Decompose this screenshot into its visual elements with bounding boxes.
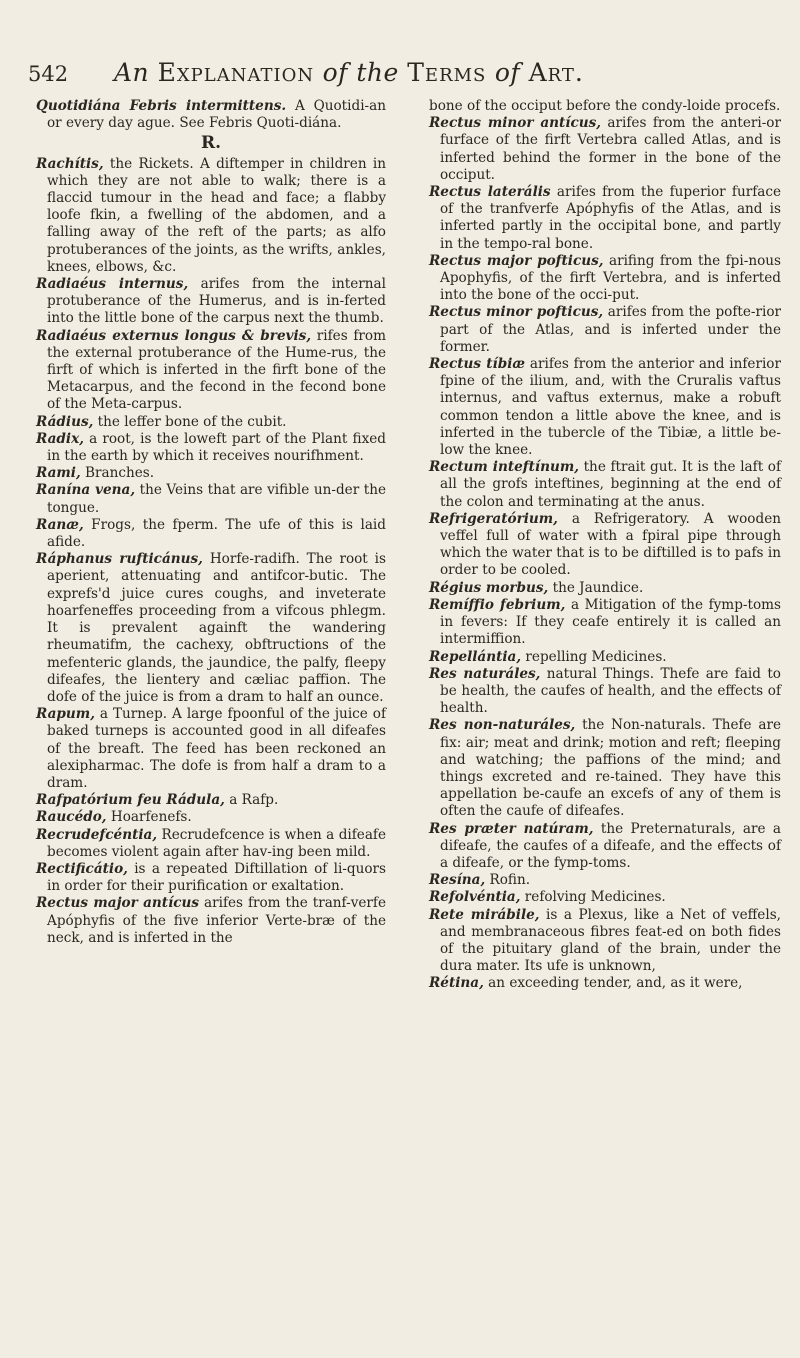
glossary-entry: Rectificátio, is a repeated Diftillation of li-quors in order for their purification or exaltation. [36, 860, 386, 895]
glossary-entry: Raucédo, Hoarfenefs. [36, 809, 192, 826]
glossary-entry: Régius morbus, the Jaundice. [429, 579, 644, 596]
title-word-of: of [322, 58, 348, 87]
title-word-of-2: of [494, 58, 521, 87]
glossary-entry: Rádius, the leffer bone of the cubit. [36, 413, 287, 430]
left-column [36, 98, 386, 947]
glossary-entry: Rectum inteftínum, the ftrait gut. It is the laft of all the grofs inteftines, beginning at the end of the colon and terminating at the anus. [429, 459, 781, 510]
glossary-entry: Ranína vena, the Veins that are vifible un-der the tongue. [36, 482, 386, 516]
page-number: 542 [28, 62, 69, 86]
glossary-entry: Ranæ, Frogs, the fperm. The ufe of this is laid afide. [36, 516, 386, 551]
title-word-art: Art. [528, 58, 584, 87]
glossary-entry: Radiaéus externus longus & brevis, rifes from the external protuberance of the Hume-rus, the firft of which is inferted in the firft bone of the Metacarpus, and the fecond in the fecond bone of the Meta-carpus. [36, 327, 386, 413]
glossary-entry: Rapum, a Turnep. A large fpoonful of the juice of baked turneps is accounted good in all difeafes of the breaft. The feed has been reckoned an alexipharmac. The dofe is from half a dram to a dram. [36, 706, 386, 791]
glossary-entry: Quotidiána Febris intermittens. A Quotidi-an or every day ague. See Febris Quoti-diána. [36, 98, 386, 132]
glossary-entry: Rachítis, the Rickets. A diftemper in children in which they are not able to walk; there is a flaccid tumour in the head and face; a flabby loofe fkin, a fwelling of the abdomen, and a falling away of the reft of the parts; as alfo protuberances of the joints, as the wrifts, ankles, knees, elbows, &c. [36, 155, 386, 275]
glossary-entry: Repellántia, repelling Medicines. [429, 648, 667, 665]
title-word-the: the [356, 58, 399, 87]
title-word-an: An [114, 58, 150, 87]
glossary-entry: Rete mirábile, is a Plexus, like a Net of veffels, and membranaceous fibres feat-ed on both fides of the pituitary gland of the brain, under the dura mater. Its ufe is unknown, [429, 906, 782, 975]
glossary-entry: Res naturáles, natural Things. Thefe are faid to be health, the caufes of health, and the effects of health. [429, 665, 781, 717]
glossary-entry: Rectus major antícus arifes from the tranf-verfe Apóphyfis of the five inferior Verte-bræ of the neck, and is inferted in the [36, 895, 386, 946]
glossary-entry: Rectus minor antícus, arifes from the anteri-or furface of the firft Vertebra called Atlas, and is inferted behind the former in the bone of the occiput. [429, 115, 781, 183]
glossary-entry: Rami, Branches. [36, 465, 155, 482]
glossary-entry: Radiaéus internus, arifes from the internal protuberance of the Humerus, and is in-ferted into the little bone of the carpus next the thumb. [36, 276, 386, 327]
title-word-explanation: Explanation [157, 58, 315, 87]
glossary-entry: Rectus major pofticus, arifing from the fpi-nous Apophyfis, of the firft Vertebra, and is inferted into the bone of the occi-put. [429, 252, 781, 304]
glossary-entry: Radix, a root, is the loweft part of the Plant fixed in the earth by which it receives nourifhment. [36, 430, 386, 465]
glossary-entry: Ráphanus rufticánus, Horfe-radifh. The root is aperient, attenuating and antifcor-butic. The exprefs'd juice cures coughs, and inveterate hoarfeneffes proceeding from a vifcous phlegm. It is prevalent againft the wandering rheumatifm, the cachexy, obftructions of the mefenteric glands, the jaundice, the palfy, fleepy difeafes, the lientery and cæliac paffion. The dofe of the juice is from a dram to half an ounce. [36, 551, 386, 705]
running-header [28, 58, 780, 94]
glossary-entry: Rectus minor pofticus, arifes from the pofte-rior part of the Atlas, and is inferted under the former. [429, 304, 782, 355]
glossary-entry: Remíffio febrium, a Mitigation of the fymp-toms in fevers: If they ceafe entirely it is called an intermiffion. [429, 596, 782, 648]
glossary-entry: Rectus laterális arifes from the fuperior furface of the tranfverfe Apóphyfis of the Atlas, and is inferted partly in the occipital bone, and partly in the tempo-ral bone. [429, 184, 781, 252]
title-word-terms: Terms [407, 58, 487, 87]
glossary-entry: Recrudefcéntia, Recrudefcence is when a difeafe becomes violent again after hav-ing been mild. [36, 826, 386, 860]
glossary-entry: Rectus tíbiæ arifes from the anterior and inferior fpine of the ilium, and, with the Cruralis vaftus internus, and vaftus externus, make a robuft common tendon a little above the knee, and is inferted in the tubercle of the Tibiæ, a little be-low the knee. [429, 356, 781, 459]
right-column [429, 98, 781, 993]
glossary-entry: Rafpatórium feu Rádula, a Rafp. [36, 792, 279, 809]
glossary-entry: Res non-naturáles, the Non-naturals. Thefe are fix: air; meat and drink; motion and reft; fleeping and watching; the paffions of the mind; and things excreted and re-tained. They have this appellation be-caufe an excefs of any of them is often the caufe of difeafes. [429, 717, 781, 820]
glossary-entry: Refolvéntia, refolving Medicines. [429, 889, 666, 906]
glossary-entry-continued: bone of the occiput before the condy-loide procefs. [429, 98, 781, 114]
glossary-entry: Resína, Rofin. [429, 872, 531, 889]
running-title [114, 58, 584, 87]
glossary-entry: Rétina, an exceeding tender, and, as it were, [429, 975, 743, 992]
glossary-entry: Res præter natúram, the Preternaturals, are a difeafe, the caufes of a difeafe, and the effects of a difeafe, or the fymp-toms. [429, 820, 781, 871]
section-letter: R. [200, 133, 222, 154]
glossary-entry: Refrigeratórium, a Refrigeratory. A wooden veffel full of water with a fpiral pipe through which the water that is to be diftilled is to pafs in order to be cooled. [429, 510, 781, 579]
